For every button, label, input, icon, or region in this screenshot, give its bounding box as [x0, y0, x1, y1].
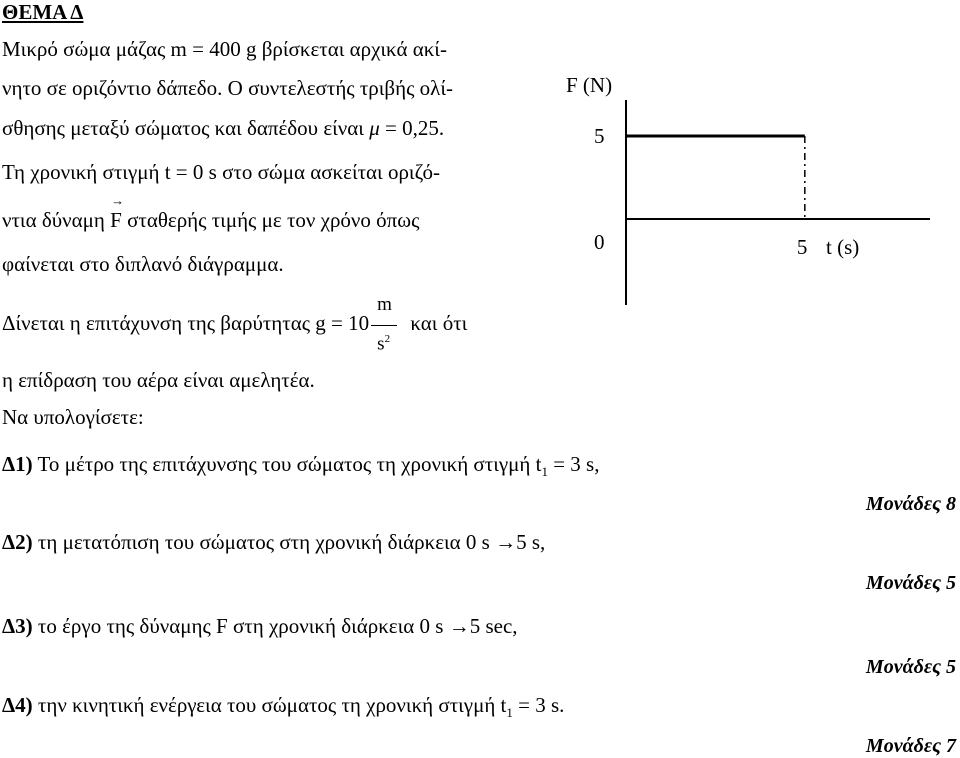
- force-time-graph: [550, 60, 950, 320]
- question-tail: = 3 s.: [512, 693, 565, 717]
- question-text: Το μέτρο της επιτάχυνσης του σώματος τη χρονική στιγμή t: [37, 452, 542, 476]
- question-label: Δ2): [2, 530, 33, 554]
- gravity-text: Δίνεται η επιτάχυνση της βαρύτητας g = 10: [2, 311, 370, 335]
- force-vector: [110, 193, 125, 232]
- calc-prompt: Να υπολογίσετε:: [2, 405, 144, 429]
- air-line: η επίδραση του αέρα είναι αμελητέα.: [2, 368, 315, 392]
- y-tick-label: 5: [594, 124, 605, 148]
- subscript: 1: [506, 705, 513, 721]
- marks-d4: Μονάδες 7: [865, 735, 956, 757]
- unit-denominator-base: s: [377, 333, 385, 355]
- x-axis-label: t (s): [826, 235, 860, 259]
- intro-line-3-value: = 0,25.: [379, 116, 445, 140]
- gravity-tail: και ότι: [410, 311, 468, 335]
- marks-d3: Μονάδες 5: [865, 656, 956, 678]
- intro-line-5-rest: σταθερής τιμής με τον χρόνο όπως: [121, 208, 420, 232]
- subscript: 1: [541, 464, 548, 480]
- question-text: το έργο της δύναμης F στη χρονική διάρκεια 0 s →5 sec,: [37, 614, 518, 638]
- mu-symbol: μ: [369, 116, 380, 140]
- vector-arrow-icon: →: [111, 193, 125, 208]
- unit-fraction: [369, 294, 399, 355]
- gravity-line: [2, 294, 468, 355]
- intro-line-6: φαίνεται στο διπλανό διάγραμμα.: [2, 252, 284, 276]
- intro-line-3: [2, 116, 444, 140]
- origin-label: 0: [594, 230, 605, 254]
- question-label: Δ3): [2, 614, 33, 638]
- question-d4: [2, 693, 564, 725]
- fraction-bar: [371, 325, 397, 326]
- question-label: Δ4): [2, 693, 33, 717]
- question-d2: [2, 530, 545, 554]
- marks-d2: Μονάδες 5: [865, 572, 956, 594]
- intro-line-5-text: ντια δύναμη: [2, 208, 111, 232]
- intro-line-5: [2, 193, 420, 232]
- y-axis-label: F (N): [566, 73, 613, 97]
- question-tail: = 3 s,: [547, 452, 600, 476]
- unit-denominator: [377, 327, 390, 356]
- unit-exponent: 2: [384, 333, 391, 345]
- intro-line-2: νητο σε οριζόντιο δάπεδο. Ο συντελεστής τριβής ολί-: [2, 76, 453, 100]
- question-d1: [2, 452, 599, 484]
- intro-line-1: Μικρό σώμα μάζας m = 400 g βρίσκεται αρχικά ακί-: [2, 37, 447, 61]
- intro-line-4: Τη χρονική στιγμή t = 0 s στο σώμα ασκείται οριζό-: [2, 160, 441, 184]
- question-d3: [2, 614, 518, 638]
- question-text: την κινητική ενέργεια του σώματος τη χρονική στιγμή t: [37, 693, 507, 717]
- x-tick-label: 5: [796, 235, 808, 259]
- force-symbol: F: [110, 208, 122, 232]
- unit-numerator: m: [377, 294, 392, 315]
- question-label: Δ1): [2, 452, 33, 476]
- heading: ΘΕΜΑ Δ: [2, 0, 84, 24]
- question-text: τη μετατόπιση του σώματος στη χρονική διάρκεια 0 s →5 s,: [37, 530, 546, 554]
- marks-d1: Μονάδες 8: [865, 493, 956, 515]
- intro-line-3-text: σθησης μεταξύ σώματος και δαπέδου είναι: [2, 116, 370, 140]
